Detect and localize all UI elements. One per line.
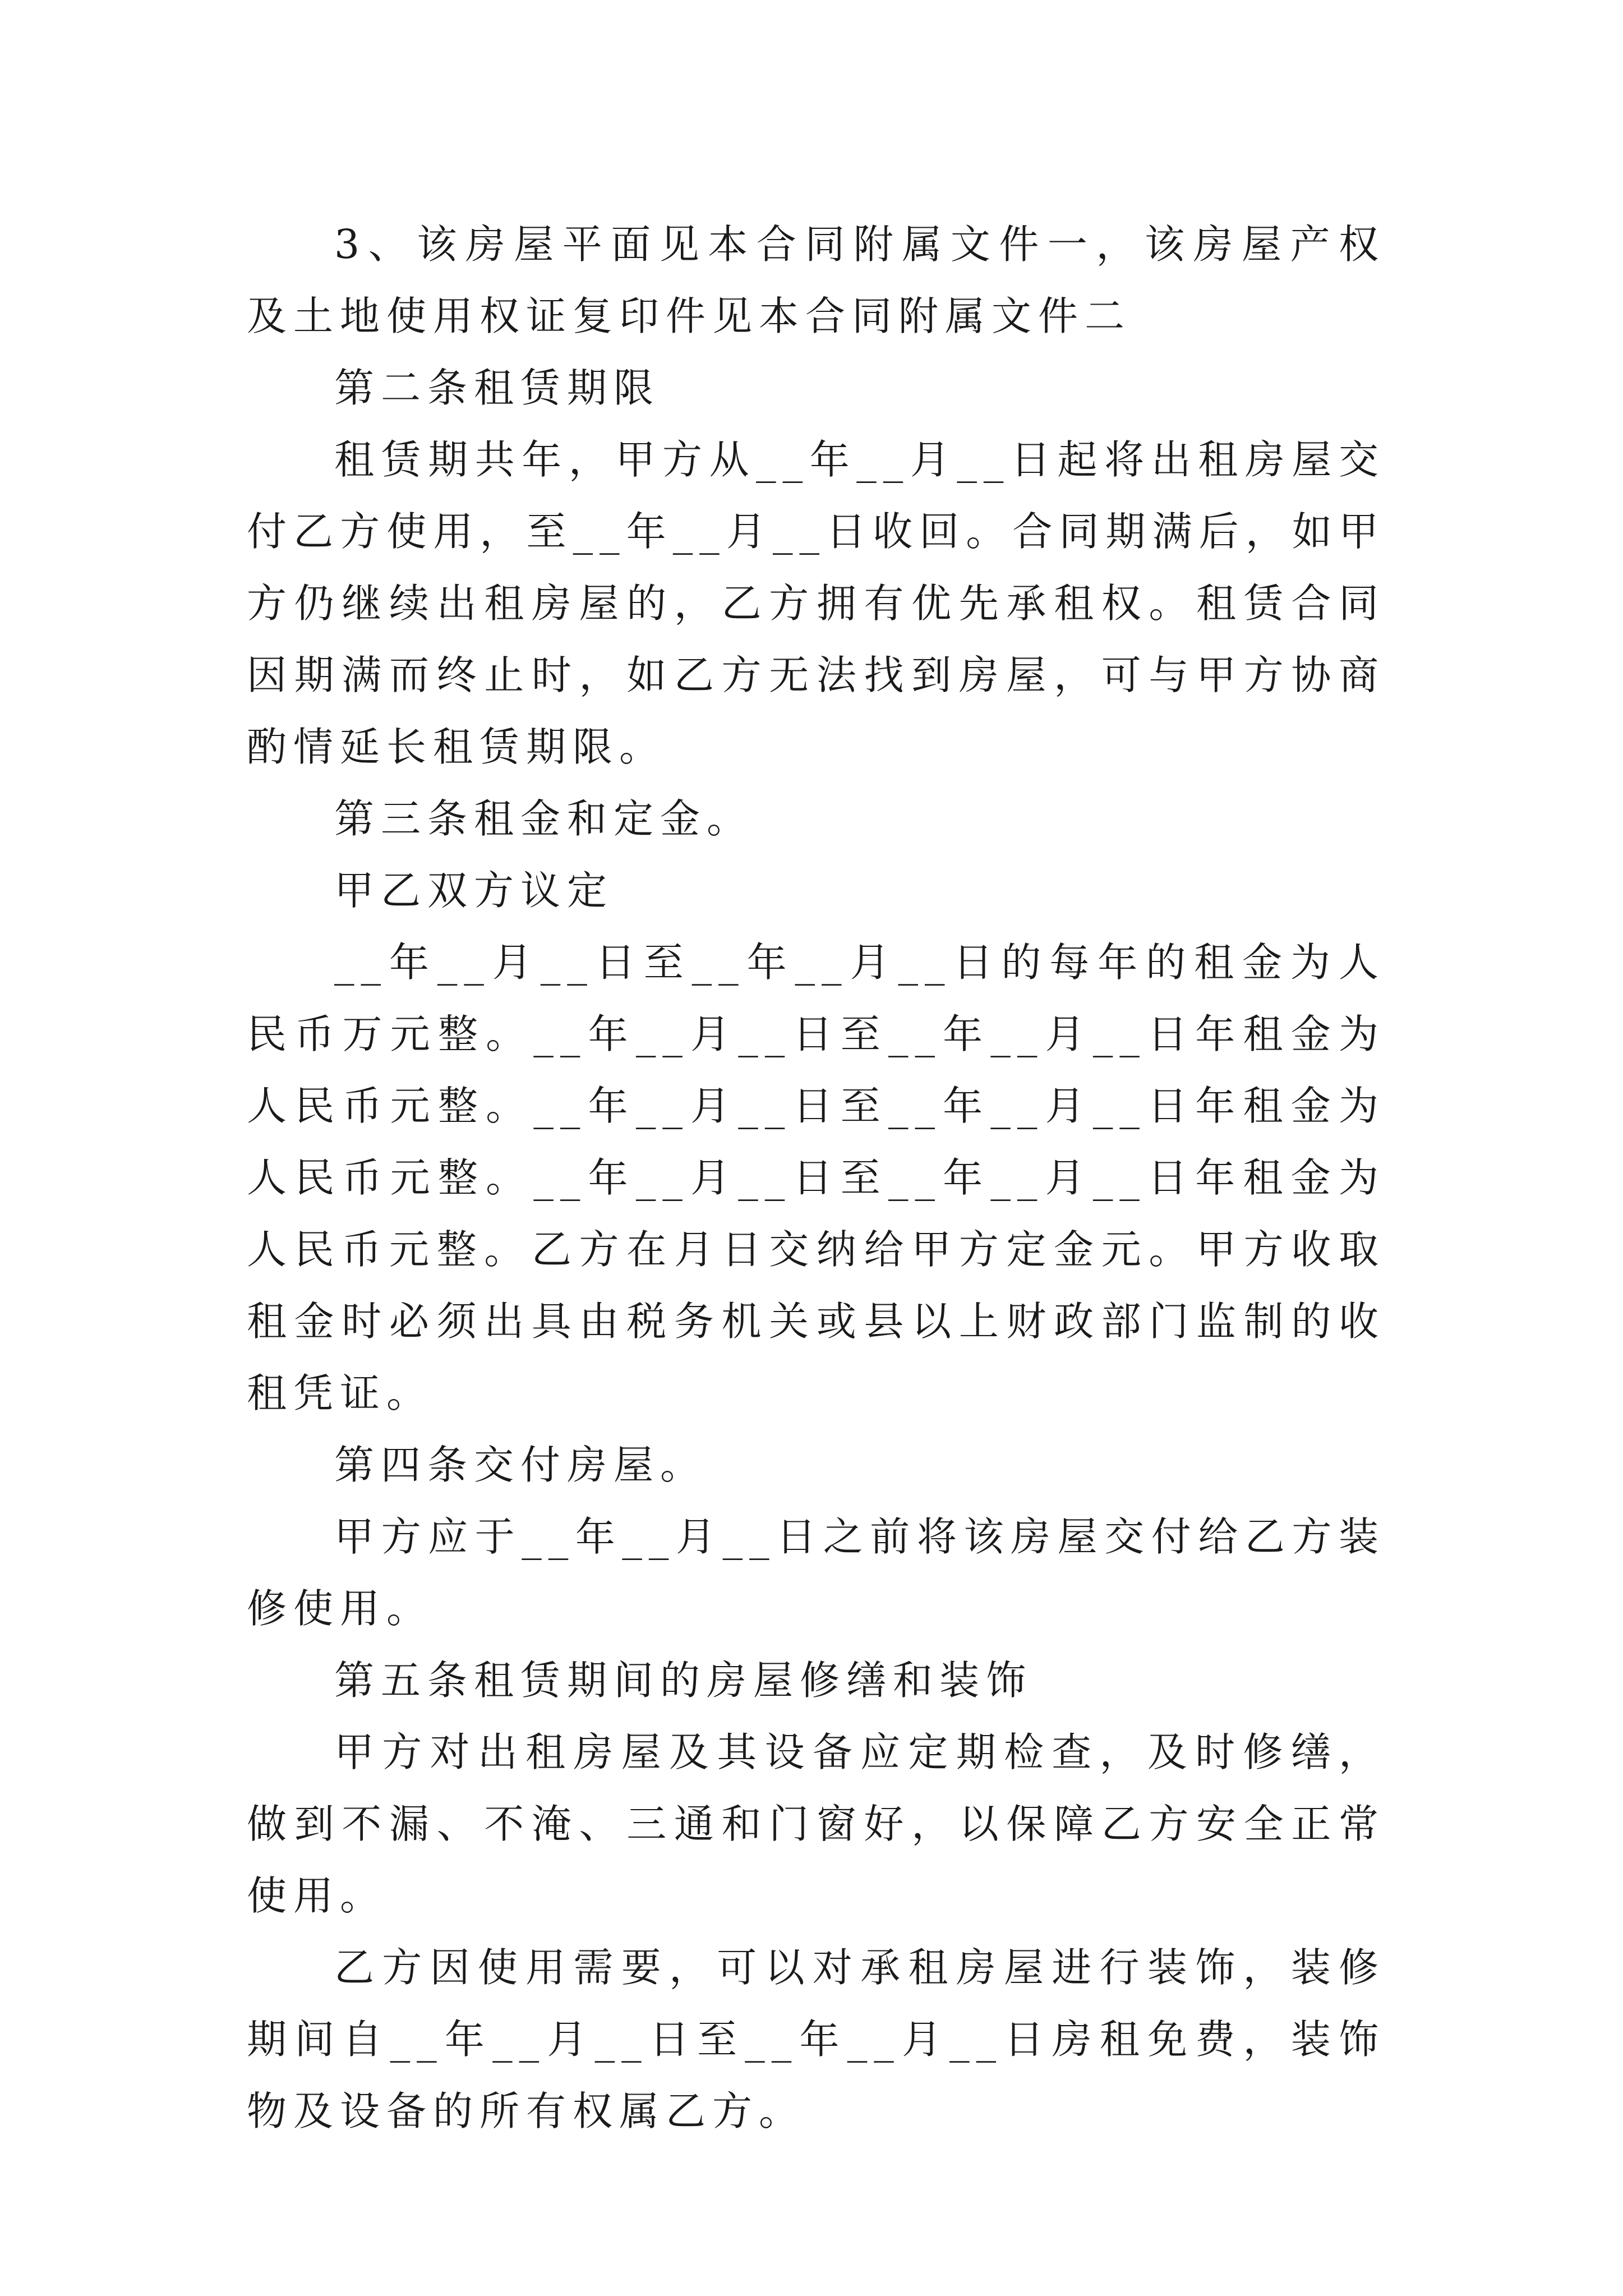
clause-paragraph-delivery: 甲方应于__年__月__日之前将该房屋交付给乙方装修使用。 bbox=[247, 1513, 1385, 1632]
clause-heading-rent-deposit: 第三条租金和定金。 bbox=[334, 795, 754, 842]
clause-paragraph-decoration: 乙方因使用需要，可以对承租房屋进行装饰，装修期间自__年__月__日至__年__月__日房租免费，装饰物及设备的所有权属乙方。 bbox=[247, 1944, 1385, 2134]
clause-paragraph-lease-term: 租赁期共年，甲方从__年__月__日起将出租房屋交付乙方使用，至__年__月__日收回。合同期满后，如甲方仍继续出租房屋的，乙方拥有优先承租权。租赁合同因期满而终止时，如乙方无法找到房屋，可与甲方协商酌情延长租赁期限。 bbox=[247, 436, 1385, 770]
clause-paragraph-rent-schedule: __年__月__日至__年__月__日的每年的租金为人民币万元整。__年__月__日至__年__月__日年租金为人民币元整。__年__月__日至__年__月__日年租金为人民币元整。__年__月__日至__年__月__日年租金为人民币元整。乙方在月日交纳给甲方定金元。甲方收取租金时必须出具由税务机关或县以上财政部门监制的收租凭证。 bbox=[247, 939, 1385, 1416]
clause-paragraph-repair: 甲方对出租房屋及其设备应定期检查，及时修缮，做到不漏、不淹、三通和门窗好，以保障乙方安全正常使用。 bbox=[247, 1729, 1385, 1919]
clause-paragraph-agreement: 甲乙双方议定 bbox=[334, 867, 614, 914]
document-body bbox=[247, 209, 1385, 2147]
clause-heading-lease-term: 第二条租赁期限 bbox=[334, 365, 661, 411]
clause-heading-repair-decoration: 第五条租赁期间的房屋修缮和装饰 bbox=[334, 1657, 1033, 1704]
clause-heading-delivery: 第四条交付房屋。 bbox=[334, 1442, 707, 1488]
clause-paragraph-property-attachments: 3、该房屋平面见本合同附属文件一，该房屋产权及土地使用权证复印件见本合同附属文件二 bbox=[247, 221, 1385, 339]
